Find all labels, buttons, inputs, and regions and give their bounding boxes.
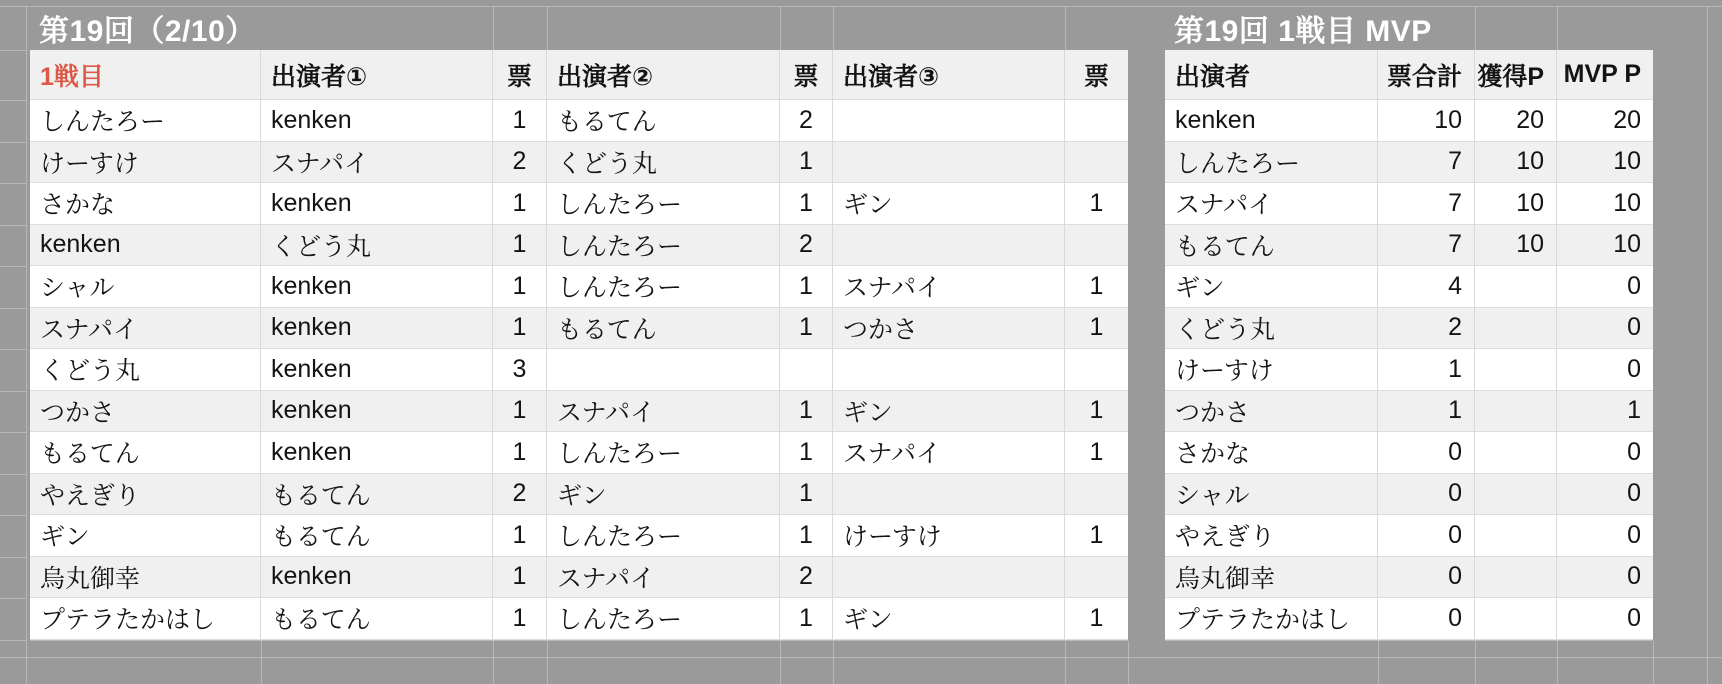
cell[interactable] [1475, 391, 1557, 433]
grid-line [0, 266, 26, 267]
cell[interactable]: シャル [30, 266, 261, 308]
cell[interactable]: くどう丸 [1165, 308, 1378, 350]
cell[interactable]: 0 [1557, 432, 1653, 474]
cell[interactable]: 1 [780, 266, 833, 308]
cell[interactable]: ギン [547, 474, 780, 516]
column-header[interactable]: 1戦目 [30, 50, 261, 100]
cell[interactable] [547, 349, 780, 391]
grid-line [1557, 641, 1558, 684]
column-header[interactable]: 出演者② [547, 50, 780, 100]
right-table [1165, 6, 1653, 641]
cell[interactable]: ギン [833, 183, 1065, 225]
table-row [1165, 266, 1653, 308]
cell[interactable]: kenken [261, 308, 493, 350]
grid-line [0, 225, 26, 226]
cell[interactable]: 2 [780, 225, 833, 267]
cell[interactable] [1475, 515, 1557, 557]
table-row [30, 515, 1128, 557]
cell[interactable]: 0 [1378, 557, 1475, 599]
grid-line [493, 6, 494, 50]
column-header[interactable]: 票 [493, 50, 547, 100]
grid-line [547, 6, 548, 50]
cell[interactable]: しんたろー [1165, 142, 1378, 184]
cell[interactable]: 1 [1065, 266, 1128, 308]
cell[interactable]: 7 [1378, 183, 1475, 225]
cell[interactable]: kenken [30, 225, 261, 267]
table-row [30, 432, 1128, 474]
cell[interactable] [1475, 349, 1557, 391]
cell[interactable]: 1 [1065, 183, 1128, 225]
cell[interactable]: やえぎり [1165, 515, 1378, 557]
grid-line [780, 6, 781, 50]
table-row [30, 225, 1128, 267]
left-table [30, 6, 1128, 641]
grid-line [1653, 641, 1654, 684]
table-row [1165, 100, 1653, 142]
cell[interactable]: くどう丸 [547, 142, 780, 184]
cell[interactable]: スナパイ [833, 432, 1065, 474]
cell[interactable]: プテラたかはし [30, 598, 261, 640]
cell[interactable]: 2 [493, 142, 547, 184]
cell[interactable]: 1 [1065, 598, 1128, 640]
grid-line [1707, 6, 1708, 684]
cell[interactable]: kenken [261, 557, 493, 599]
cell[interactable] [1475, 474, 1557, 516]
table-row [1165, 183, 1653, 225]
cell[interactable] [833, 100, 1065, 142]
cell[interactable] [1065, 349, 1128, 391]
cell[interactable]: 0 [1557, 308, 1653, 350]
header-row [1165, 50, 1653, 100]
cell[interactable]: 烏丸御幸 [1165, 557, 1378, 599]
cell[interactable]: 10 [1557, 142, 1653, 184]
cell[interactable]: ギン [1165, 266, 1378, 308]
cell[interactable]: つかさ [1165, 391, 1378, 433]
cell[interactable]: さかな [1165, 432, 1378, 474]
grid-line [493, 641, 494, 684]
cell[interactable]: 1 [493, 308, 547, 350]
cell[interactable]: スナパイ [833, 266, 1065, 308]
left-table-rows [30, 50, 1128, 641]
table-row [1165, 474, 1653, 516]
cell[interactable]: 1 [493, 266, 547, 308]
grid-line [0, 308, 26, 309]
grid-line [0, 515, 26, 516]
cell[interactable]: 4 [1378, 266, 1475, 308]
cell[interactable]: 10 [1557, 183, 1653, 225]
cell[interactable]: 20 [1557, 100, 1653, 142]
cell[interactable]: 1 [493, 598, 547, 640]
grid-line [0, 100, 26, 101]
cell[interactable]: 1 [780, 432, 833, 474]
table-row [30, 474, 1128, 516]
grid-line [0, 432, 26, 433]
table-row [1165, 349, 1653, 391]
grid-line [0, 640, 26, 641]
cell[interactable] [1475, 557, 1557, 599]
cell[interactable]: しんたろー [547, 183, 780, 225]
cell[interactable]: しんたろー [30, 100, 261, 142]
cell[interactable]: さかな [30, 183, 261, 225]
table-row [30, 391, 1128, 433]
cell[interactable]: もるてん [261, 598, 493, 640]
cell[interactable]: 0 [1557, 598, 1653, 640]
cell[interactable]: 1 [780, 474, 833, 516]
cell[interactable]: 10 [1557, 225, 1653, 267]
table-row [1165, 598, 1653, 640]
grid-line [1065, 6, 1066, 50]
cell[interactable]: 1 [780, 142, 833, 184]
cell[interactable]: 1 [493, 432, 547, 474]
cell[interactable]: 1 [1065, 432, 1128, 474]
cell[interactable]: もるてん [547, 308, 780, 350]
cell[interactable]: 2 [493, 474, 547, 516]
cell[interactable]: 1 [1557, 391, 1653, 433]
cell[interactable]: 0 [1557, 266, 1653, 308]
cell[interactable]: 1 [1065, 308, 1128, 350]
cell[interactable]: 1 [780, 515, 833, 557]
cell[interactable]: 3 [493, 349, 547, 391]
table-title: 第19回（2/10） [39, 15, 256, 48]
cell[interactable]: スナパイ [261, 142, 493, 184]
table-row [30, 266, 1128, 308]
cell[interactable]: 0 [1378, 515, 1475, 557]
cell[interactable]: けーすけ [833, 515, 1065, 557]
table-title: 第19回 1戦目 MVP [1174, 15, 1432, 48]
cell[interactable]: 1 [493, 225, 547, 267]
grid-line [833, 641, 834, 684]
cell[interactable] [1475, 432, 1557, 474]
cell[interactable]: つかさ [30, 391, 261, 433]
cell[interactable]: 10 [1475, 225, 1557, 267]
cell[interactable]: 0 [1378, 598, 1475, 640]
header-row [30, 50, 1128, 100]
column-header[interactable]: 出演者③ [833, 50, 1065, 100]
cell[interactable]: しんたろー [547, 515, 780, 557]
cell[interactable]: kenken [261, 349, 493, 391]
grid-line [1128, 641, 1129, 684]
cell[interactable]: kenken [1165, 100, 1378, 142]
grid-line [1475, 6, 1476, 50]
grid-line [0, 50, 26, 51]
cell[interactable]: 0 [1378, 474, 1475, 516]
cell[interactable] [1065, 474, 1128, 516]
cell[interactable]: もるてん [30, 432, 261, 474]
grid-line [0, 557, 26, 558]
cell[interactable] [1065, 557, 1128, 599]
table-row [30, 183, 1128, 225]
cell[interactable]: 10 [1378, 100, 1475, 142]
cell[interactable]: くどう丸 [261, 225, 493, 267]
cell[interactable]: 1 [493, 391, 547, 433]
cell[interactable]: もるてん [261, 474, 493, 516]
grid-line [780, 641, 781, 684]
cell[interactable]: シャル [1165, 474, 1378, 516]
table-row [30, 349, 1128, 391]
cell[interactable]: 1 [780, 308, 833, 350]
cell[interactable]: 1 [1378, 349, 1475, 391]
cell[interactable] [833, 557, 1065, 599]
cell[interactable]: kenken [261, 266, 493, 308]
cell[interactable]: 1 [780, 598, 833, 640]
cell[interactable]: 0 [1557, 557, 1653, 599]
column-header[interactable]: 票合計 [1378, 50, 1475, 100]
cell[interactable]: しんたろー [547, 598, 780, 640]
cell[interactable]: 1 [1065, 515, 1128, 557]
cell[interactable]: 1 [493, 100, 547, 142]
cell[interactable] [780, 349, 833, 391]
cell[interactable]: kenken [261, 100, 493, 142]
cell[interactable]: 2 [780, 100, 833, 142]
cell[interactable]: 20 [1475, 100, 1557, 142]
cell[interactable]: 1 [780, 391, 833, 433]
cell[interactable] [1475, 308, 1557, 350]
cell[interactable] [1475, 598, 1557, 640]
cell[interactable]: 0 [1557, 515, 1653, 557]
grid-line [0, 598, 26, 599]
grid-line [547, 641, 548, 684]
cell[interactable]: 0 [1378, 432, 1475, 474]
cell[interactable]: スナパイ [547, 391, 780, 433]
cell[interactable]: ギン [30, 515, 261, 557]
grid-line [0, 391, 26, 392]
cell[interactable]: けーすけ [1165, 349, 1378, 391]
cell[interactable] [1065, 225, 1128, 267]
cell[interactable]: もるてん [261, 515, 493, 557]
cell[interactable]: 2 [1378, 308, 1475, 350]
table-row [1165, 308, 1653, 350]
column-header[interactable]: MVP P [1557, 50, 1653, 100]
cell[interactable]: もるてん [547, 100, 780, 142]
table-row [30, 142, 1128, 184]
grid-line [0, 183, 26, 184]
cell[interactable]: プテラたかはし [1165, 598, 1378, 640]
grid-line [1475, 641, 1476, 684]
grid-line [261, 641, 262, 684]
table-row [30, 308, 1128, 350]
grid-line [0, 6, 1722, 7]
cell[interactable]: 1 [780, 183, 833, 225]
grid-line [1557, 6, 1558, 50]
grid-line [833, 6, 834, 50]
cell[interactable]: 0 [1557, 349, 1653, 391]
cell[interactable] [1065, 100, 1128, 142]
right-table-title-band[interactable] [1165, 6, 1653, 50]
cell[interactable]: スナパイ [1165, 183, 1378, 225]
cell[interactable]: 1 [493, 515, 547, 557]
cell[interactable]: つかさ [833, 308, 1065, 350]
grid-line [0, 657, 1722, 658]
left-table-title-band[interactable] [30, 6, 1128, 50]
right-table-rows [1165, 50, 1653, 641]
table-row [30, 100, 1128, 142]
cell[interactable]: 1 [1065, 391, 1128, 433]
cell[interactable] [833, 142, 1065, 184]
table-row [1165, 391, 1653, 433]
cell[interactable]: 10 [1475, 142, 1557, 184]
cell[interactable]: 10 [1475, 183, 1557, 225]
table-row [30, 557, 1128, 599]
cell[interactable]: けーすけ [30, 142, 261, 184]
cell[interactable]: kenken [261, 183, 493, 225]
cell[interactable]: 2 [780, 557, 833, 599]
cell[interactable] [1065, 142, 1128, 184]
column-header[interactable]: 出演者 [1165, 50, 1378, 100]
grid-line [1378, 641, 1379, 684]
cell[interactable]: 烏丸御幸 [30, 557, 261, 599]
cell[interactable]: 1 [493, 557, 547, 599]
column-header[interactable]: 票 [780, 50, 833, 100]
cell[interactable]: しんたろー [547, 432, 780, 474]
cell[interactable]: 1 [1378, 391, 1475, 433]
cell[interactable]: kenken [261, 432, 493, 474]
table-row [1165, 515, 1653, 557]
table-row [1165, 225, 1653, 267]
cell[interactable] [1475, 266, 1557, 308]
grid-line [0, 474, 26, 475]
grid-line [0, 142, 26, 143]
grid-line [26, 6, 27, 684]
column-header[interactable]: 獲得P [1475, 50, 1557, 100]
cell[interactable]: kenken [261, 391, 493, 433]
cell[interactable]: しんたろー [547, 266, 780, 308]
table-row [1165, 557, 1653, 599]
cell[interactable]: スナパイ [547, 557, 780, 599]
cell[interactable]: スナパイ [30, 308, 261, 350]
cell[interactable]: やえぎり [30, 474, 261, 516]
column-header[interactable]: 出演者① [261, 50, 493, 100]
cell[interactable] [833, 225, 1065, 267]
cell[interactable]: くどう丸 [30, 349, 261, 391]
cell[interactable]: ギン [833, 598, 1065, 640]
cell[interactable]: ギン [833, 391, 1065, 433]
cell[interactable]: 0 [1557, 474, 1653, 516]
table-row [30, 598, 1128, 640]
cell[interactable]: しんたろー [547, 225, 780, 267]
cell[interactable] [833, 349, 1065, 391]
table-row [1165, 432, 1653, 474]
cell[interactable]: 7 [1378, 225, 1475, 267]
cell[interactable]: もるてん [1165, 225, 1378, 267]
cell[interactable]: 7 [1378, 142, 1475, 184]
table-row [1165, 142, 1653, 184]
grid-line [1065, 641, 1066, 684]
cell[interactable]: 1 [493, 183, 547, 225]
cell[interactable] [833, 474, 1065, 516]
column-header[interactable]: 票 [1065, 50, 1128, 100]
grid-line [0, 349, 26, 350]
